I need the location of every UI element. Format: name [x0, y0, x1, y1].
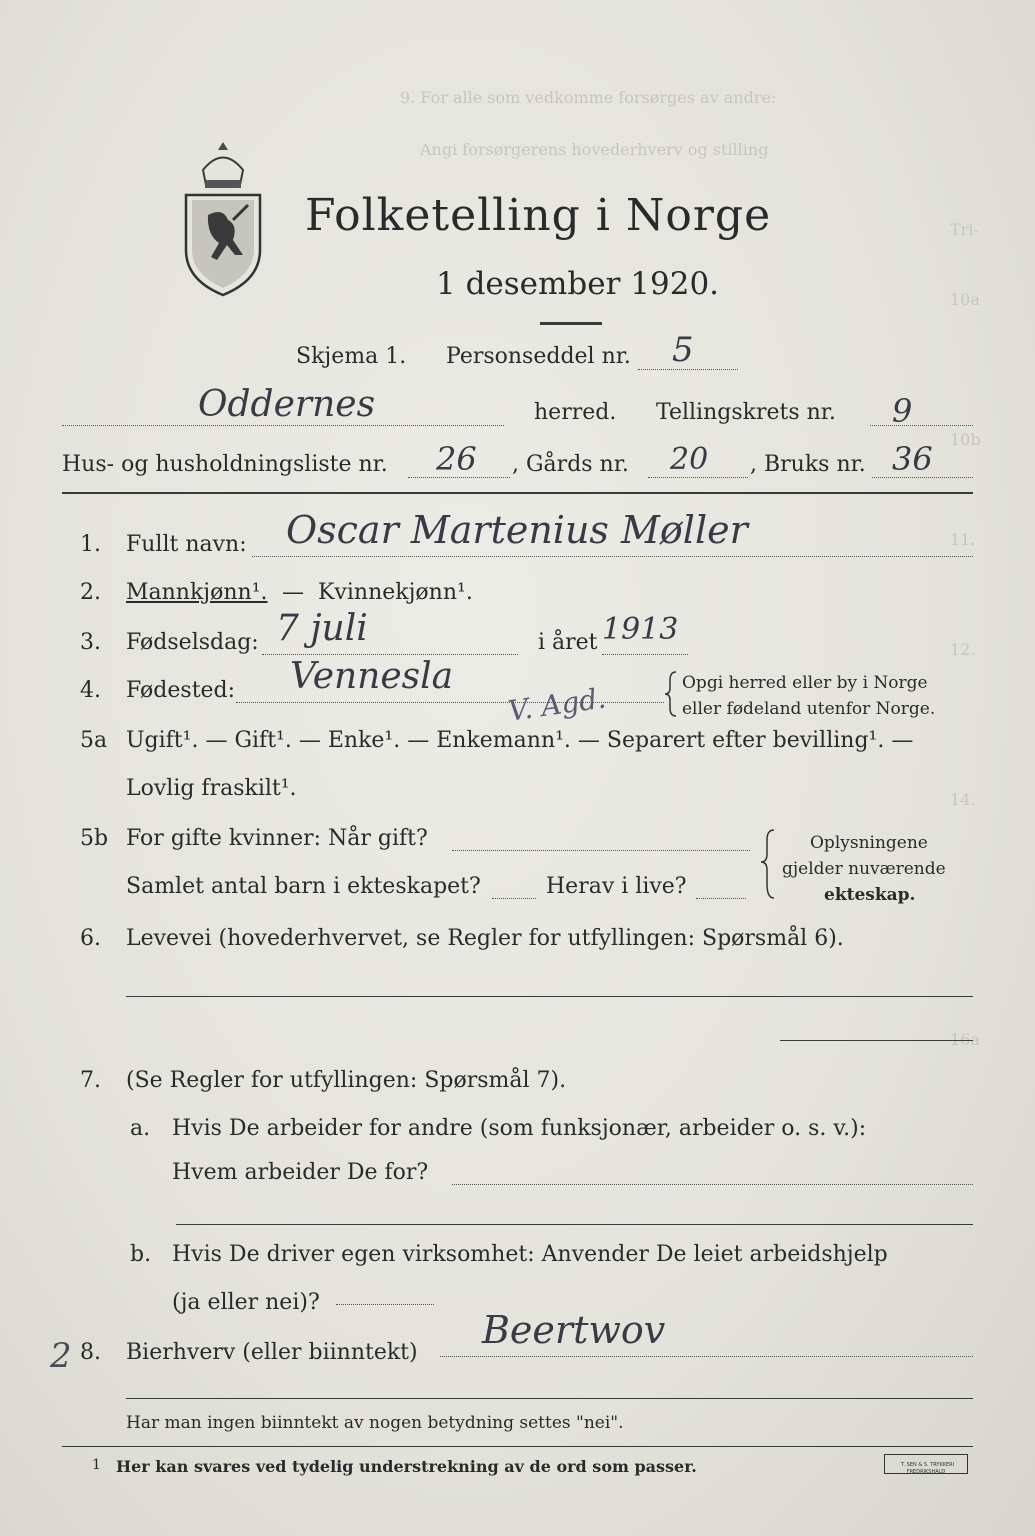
q7b-label: Hvis De driver egen virksomhet: Anvender De leiet arbeidshjelp: [172, 1242, 888, 1267]
tellingskrets-value: 9: [892, 392, 913, 430]
gards-line: [648, 477, 748, 478]
q3-label: Fødselsdag:: [126, 630, 259, 655]
q3-value: 7 juli: [276, 608, 368, 649]
bruks-label: , Bruks nr.: [750, 452, 866, 477]
q6-line2: [780, 1040, 973, 1041]
footnote-text: Her kan svares ved tydelig understrekning av de ord som passer.: [116, 1457, 697, 1476]
q4-note2: eller fødeland utenfor Norge.: [682, 699, 936, 719]
q5a-number: 5a: [80, 728, 108, 753]
q7a-label2: Hvem arbeider De for?: [172, 1160, 429, 1185]
q2-female: Kvinnekjønn¹.: [318, 580, 473, 605]
q3-line: [262, 654, 518, 655]
nei-note: Har man ingen biinntekt av nogen betydning settes "nei".: [126, 1413, 624, 1433]
q5b-number: 5b: [80, 826, 109, 851]
q5b-note1: Oplysningene: [810, 833, 928, 853]
q5b-line: [452, 850, 750, 851]
q7a-line2: [176, 1224, 973, 1225]
q4-value2: V. Agd.: [506, 681, 608, 728]
form-title: Folketelling i Norge: [305, 190, 772, 241]
q3-year-line: [602, 654, 688, 655]
q7a-label: Hvis De arbeider for andre (som funksjonær, arbeider o. s. v.):: [172, 1116, 867, 1141]
q8-line: [440, 1356, 973, 1357]
q5a-text2: Lovlig fraskilt¹.: [126, 776, 297, 801]
q6-line1: [126, 996, 973, 997]
q4-note1: Opgi herred eller by i Norge: [682, 673, 928, 693]
bruks-value: 36: [892, 440, 933, 478]
census-form: 9. For alle som vedkomme forsørges av andre: Angi forsørgerens hovederhverv og stilling Tri- 10a 10b 11. 12. 14. 16a Folketelling i Norge 1 desember 1920. Skjema 1. Personseddel nr. 5 Oddernes herred. Tellingskrets nr. 9 Hus- og husholdningsliste nr. 26 , Gårds nr. 20 , Bruks nr. 36 1. Fullt navn: Oscar Martenius Møller 2. Mannkjønn¹. — Kvinnekjønn¹. 3. Fødselsdag: 7 juli i året 1913 4. Fødested: Vennesla V. Agd. Opgi herred eller by i Norge eller fødeland utenfor Norge. 5a Ugift¹. — Gift¹. — Enke¹. — Enkemann¹. — Separert efter bevilling¹. — Lovlig fraskilt¹. 5b For gifte kvinner: Når gift? Samlet antal barn i ekteskapet? Herav i live? Oplysningene gjelder nuværende ekteskap. 6. Levevei (hovederhvervet, se Regler for utfyllingen: Spørsmål 6). 7. (Se Regler for utfyllingen: Spørsmål 7). a. Hvis De arbeider for andre (som funksjonær, arbeider o. s. v.): Hvem arbeider De for? b. Hvis De driver egen virksomhet: Anvender De leiet arbeidshjelp (ja eller nei)? 2 8. Bierhverv (eller biinntekt) Beertwov Har man ingen biinntekt av nogen betydning settes "nei". 1 Her kan svares ved tydelig understrekning av de ord som passer. T. SEN & S. TRYKKERI FREDRIKSHALD: [0, 0, 1035, 1536]
tellingskrets-line: [870, 425, 973, 426]
q5b-label: For gifte kvinner: Når gift?: [126, 826, 428, 851]
q7a-number: a.: [130, 1116, 151, 1141]
hus-value: 26: [436, 440, 477, 478]
q5a-text: Ugift¹. — Gift¹. — Enke¹. — Enkemann¹. — Separert efter bevilling¹. —: [126, 728, 914, 753]
q4-brace: [664, 670, 678, 718]
q1-label: Fullt navn:: [126, 532, 247, 557]
q3-number: 3.: [80, 630, 101, 655]
norwegian-coat-of-arms: [178, 140, 268, 300]
footnote-mark: 1: [92, 1457, 101, 1473]
q7b-label2: (ja eller nei)?: [172, 1290, 320, 1315]
q5b-note2: gjelder nuværende: [782, 859, 946, 879]
herred-line: [62, 425, 504, 426]
printer-mark-text: T. SEN & S. TRYKKERI FREDRIKSHALD: [901, 1462, 955, 1475]
herred-value: Oddernes: [198, 384, 376, 425]
q7-number: 7.: [80, 1068, 101, 1093]
q6-number: 6.: [80, 926, 101, 951]
q7-label: (Se Regler for utfyllingen: Spørsmål 7).: [126, 1068, 567, 1093]
q1-number: 1.: [80, 532, 101, 557]
q3-year-value: 1913: [602, 612, 679, 647]
q5b-brace: [760, 828, 776, 900]
q8-number: 8.: [80, 1340, 101, 1365]
q3-year-label: i året: [538, 630, 598, 655]
q2-number: 2.: [80, 580, 101, 605]
q5b-line3: [696, 898, 746, 899]
q5b-label3: Herav i live?: [546, 874, 687, 899]
person-label: Personseddel nr.: [446, 344, 631, 369]
q8-margin-mark: 2: [50, 1336, 72, 1376]
q6-label: Levevei (hovederhvervet, se Regler for utfyllingen: Spørsmål 6).: [126, 926, 844, 951]
q2-male: Mannkjønn¹.: [126, 580, 268, 605]
q4-value: Vennesla: [290, 656, 454, 697]
printer-mark: [884, 1454, 968, 1474]
hus-label: Hus- og husholdningsliste nr.: [62, 452, 388, 477]
q4-label: Fødested:: [126, 678, 236, 703]
q7b-number: b.: [130, 1242, 152, 1267]
schema-label: Skjema 1.: [296, 344, 407, 369]
q7b-line: [336, 1304, 434, 1305]
q5b-label2: Samlet antal barn i ekteskapet?: [126, 874, 481, 899]
q2-sep: —: [282, 580, 304, 605]
q1-line: [252, 556, 973, 557]
gards-value: 20: [670, 442, 709, 477]
title-divider: [540, 322, 602, 325]
herred-label: herred.: [534, 400, 617, 425]
tellingskrets-label: Tellingskrets nr.: [656, 400, 836, 425]
q4-number: 4.: [80, 678, 101, 703]
q8-line2: [126, 1398, 973, 1399]
census-date: 1 desember 1920.: [436, 266, 720, 302]
q8-label: Bierhverv (eller biinntekt): [126, 1340, 418, 1365]
footnote-divider: [62, 1446, 973, 1447]
section-divider-top: [62, 492, 973, 494]
q5b-line2: [492, 898, 536, 899]
q1-value: Oscar Martenius Møller: [286, 508, 748, 552]
q7a-line: [452, 1184, 973, 1185]
q8-value: Beertwov: [482, 1308, 666, 1352]
gards-label: , Gårds nr.: [512, 452, 629, 477]
person-nr-value: 5: [672, 330, 694, 370]
q5b-note3: ekteskap.: [824, 885, 916, 905]
